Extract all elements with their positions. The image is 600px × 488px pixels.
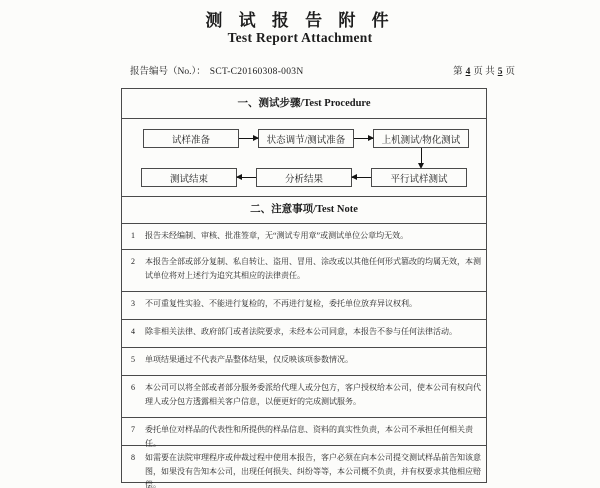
- arrow-left-icon: [352, 177, 371, 178]
- arrow-left-icon: [237, 177, 256, 178]
- document-title-en: Test Report Attachment: [227, 30, 373, 45]
- flow-step-box: [256, 168, 352, 187]
- note-row: [122, 291, 486, 319]
- page-indicator-suffix: 页: [505, 67, 515, 77]
- page-current: 4: [465, 67, 471, 77]
- report-table: [121, 88, 487, 488]
- note-text: 如需要在法院审理程序或仲裁过程中使用本报告，客户必须在向本公司提交测试样品前告知该意图，如果没有告知本公司，出现任何损失、纠纷等等，本公司概不负责，并有权要求其他相应赔偿。: [145, 453, 481, 488]
- flow-step-label: 试样准备: [171, 135, 210, 146]
- flow-step-label: 上机测试/物化测试: [381, 135, 461, 146]
- flowchart-row-2: [141, 168, 467, 187]
- note-row: [122, 249, 486, 291]
- flowchart: [122, 118, 486, 196]
- note-number: 7: [131, 425, 135, 434]
- flow-step-box: [143, 129, 239, 148]
- note-number: 3: [131, 299, 135, 308]
- procedure-section-title: 一、测试步骤/Test Procedure: [237, 98, 371, 109]
- note-number: 1: [131, 231, 135, 240]
- note-number: 2: [131, 257, 135, 266]
- note-number: 4: [131, 327, 135, 336]
- note-text: 单项结果通过不代表产品整体结果，仅反映该项参数情况。: [145, 355, 353, 364]
- note-text: 报告未经编制、审核、批准签章，无“测试专用章”或测试单位公章均无效。: [145, 231, 409, 240]
- page-indicator-prefix: 第: [453, 67, 463, 77]
- page-total: 5: [497, 67, 503, 77]
- flow-step-label: 平行试样测试: [390, 174, 448, 185]
- note-text: 本公司可以将全部或者部分服务委派给代理人或分包方，客户授权给本公司，使本公司有权向代理人或分包方透露相关客户信息，以便更好的完成测试服务。: [145, 383, 481, 406]
- flow-step-box: [258, 129, 354, 148]
- flow-step-label: 状态调节/测试准备: [266, 135, 346, 146]
- note-row: [122, 223, 486, 249]
- page-indicator: [453, 63, 515, 77]
- notes-list: [122, 223, 486, 488]
- note-number: 5: [131, 355, 135, 364]
- report-number-label: 报告编号（No.）：: [130, 67, 206, 77]
- note-row: [122, 347, 486, 375]
- note-number: 6: [131, 383, 135, 392]
- document-title-cn: 测 试 报 告 附 件: [205, 11, 395, 30]
- note-row: [122, 417, 486, 448]
- arrow-down-icon: [421, 148, 422, 163]
- note-text: 除非相关法律、政府部门或者法院要求，未经本公司同意，本报告不参与任何法律活动。: [145, 327, 457, 336]
- note-row: [122, 319, 486, 347]
- report-info-line: [130, 63, 515, 77]
- arrow-right-icon: [239, 138, 258, 139]
- report-number: [130, 63, 303, 77]
- note-number: 8: [131, 453, 135, 462]
- note-text: 委托单位对样品的代表性和所提供的样品信息、资料的真实性负责，本公司不承担任何相关责任。: [145, 425, 473, 448]
- flow-step-box: [373, 129, 469, 148]
- note-row: [122, 445, 486, 488]
- flow-step-box: [141, 168, 237, 187]
- flow-step-label: 分析结果: [284, 174, 323, 185]
- arrow-right-icon: [354, 138, 373, 139]
- notes-section-title: 二、注意事项/Test Note: [122, 196, 486, 223]
- note-text: 不可重复性实验、不能进行复检的，不再进行复检，委托单位放弃异议权利。: [145, 299, 417, 308]
- page-indicator-mid: 页 共: [473, 67, 495, 77]
- report-number-value: SCT-C20160308-003N: [209, 67, 304, 77]
- note-row: [122, 375, 486, 417]
- note-text: 本报告全部或部分复制、私自转让、盗用、冒用、涂改或以其他任何形式篡改的均属无效，本测试单位将对上述行为追究其相应的法律责任。: [145, 257, 481, 280]
- flowchart-row-1: [143, 129, 469, 148]
- flow-step-box: [371, 168, 467, 187]
- flow-step-label: 测试结束: [169, 174, 208, 185]
